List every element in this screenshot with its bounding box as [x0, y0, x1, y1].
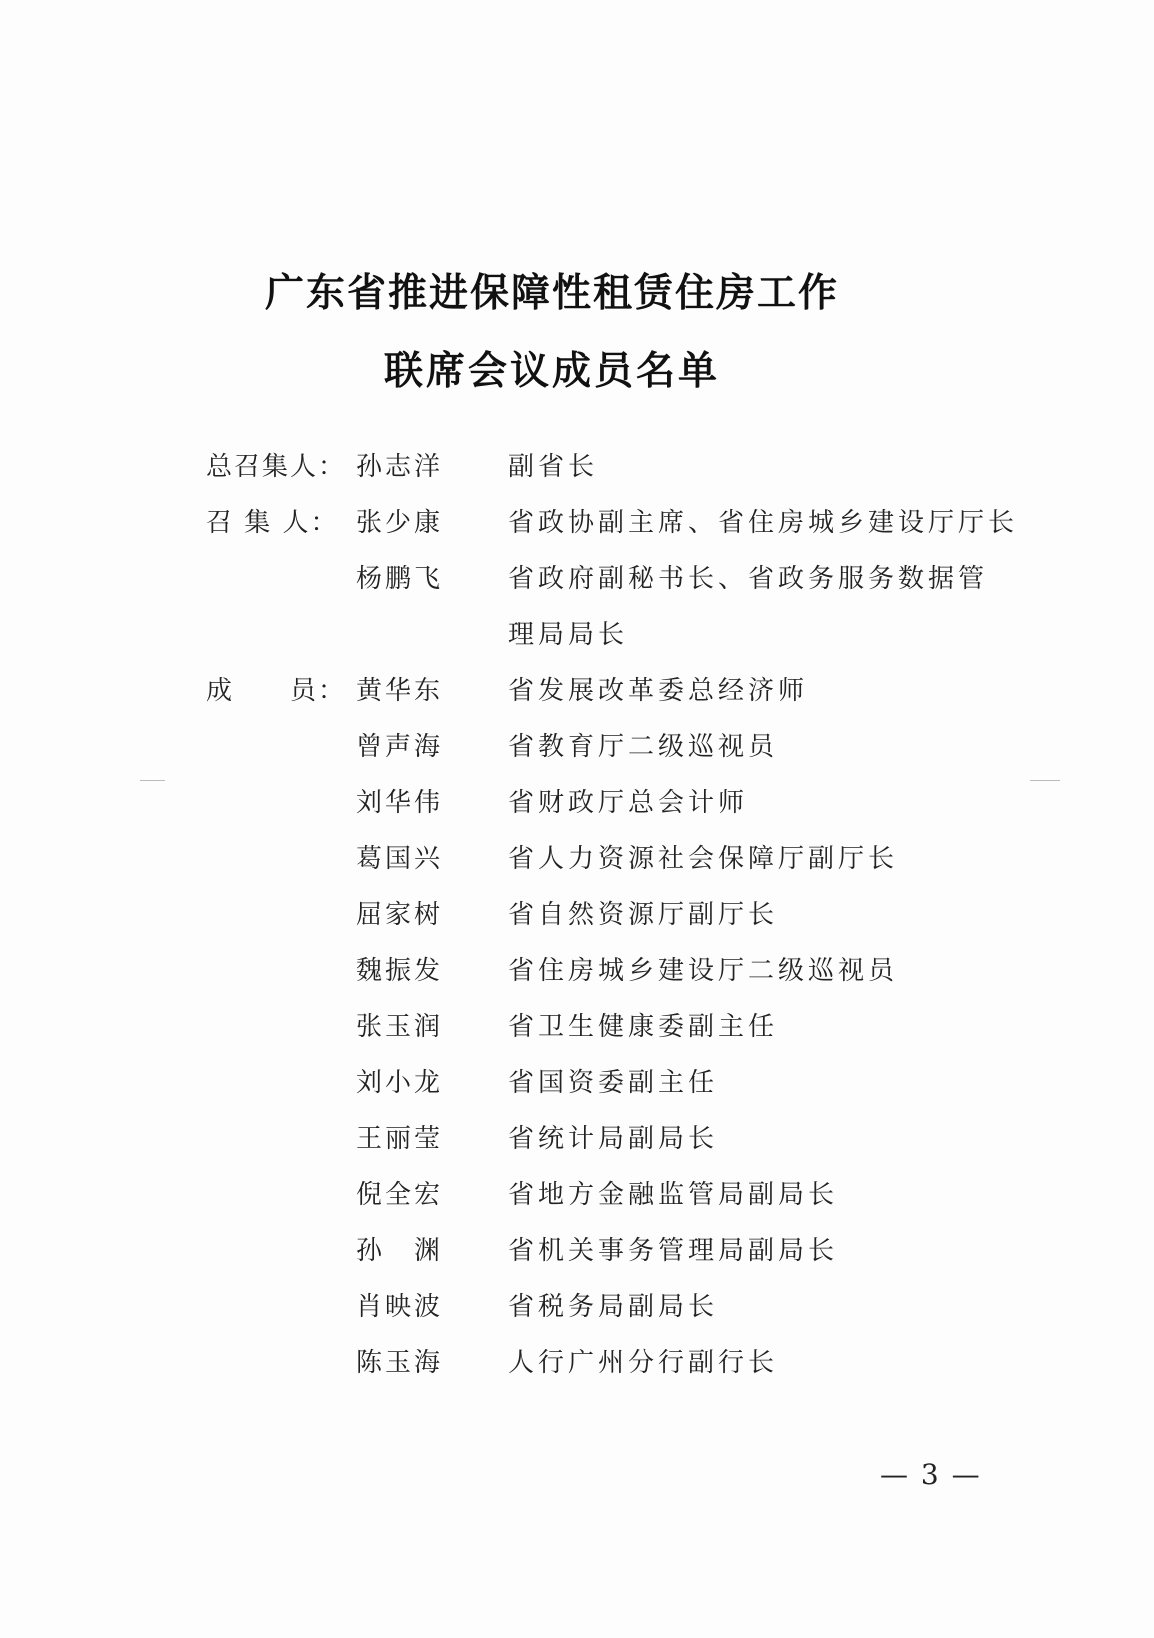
member-position: 省自然资源厅副厅长 — [508, 900, 779, 930]
member-position: 省地方金融监管局副局长 — [508, 1180, 839, 1210]
member-name: 葛国兴 — [356, 844, 444, 874]
member-position: 省税务局副局长 — [508, 1292, 719, 1322]
member-name: 肖映波 — [356, 1292, 444, 1322]
member-name: 刘华伟 — [356, 788, 444, 818]
member-name: 杨鹏飞 — [356, 564, 444, 594]
member-name: 曾声海 — [356, 732, 444, 762]
document-title-line-2: 联席会议成员名单 — [383, 349, 720, 394]
member-position: 省发展改革委总经济师 — [508, 676, 809, 706]
member-position: 省财政厅总会计师 — [508, 788, 749, 818]
member-position: 省人力资源社会保障厅副厅长 — [508, 844, 899, 874]
member-name: 魏振发 — [356, 956, 444, 986]
member-name: 刘小龙 — [356, 1068, 444, 1098]
member-name: 倪全宏 — [356, 1180, 444, 1210]
member-position: 省卫生健康委副主任 — [508, 1012, 779, 1042]
member-position: 省国资委副主任 — [508, 1068, 719, 1098]
member-name: 屈家树 — [356, 900, 444, 930]
member-position: 省政府副秘书长、省政务服务数据管 — [508, 564, 989, 594]
member-position: 省机关事务管理局副局长 — [508, 1236, 839, 1266]
member-name: 孙 渊 — [356, 1236, 444, 1266]
member-position: 省统计局副局长 — [508, 1124, 719, 1154]
member-name: 张少康 — [356, 508, 444, 538]
member-role: 总召集人： — [206, 452, 347, 482]
member-position: 理局局长 — [508, 620, 629, 650]
scan-artifact — [140, 780, 165, 781]
member-position: 省住房城乡建设厅二级巡视员 — [508, 956, 899, 986]
member-name: 黄华东 — [356, 676, 444, 706]
member-position: 副省长 — [508, 452, 599, 482]
member-name: 张玉润 — [356, 1012, 444, 1042]
member-name: 孙志洋 — [356, 452, 444, 482]
member-role: 召 集 人： — [206, 508, 339, 538]
member-role: 成 员： — [206, 676, 347, 706]
member-position: 省政协副主席、省住房城乡建设厅厅长 — [508, 508, 1019, 538]
member-name: 陈玉海 — [356, 1348, 444, 1378]
page-number: — 3 — — [880, 1458, 982, 1491]
document-title-line-1: 广东省推进保障性租赁住房工作 — [264, 271, 839, 316]
member-position: 省教育厅二级巡视员 — [508, 732, 779, 762]
scan-artifact — [1030, 780, 1060, 781]
member-name: 王丽莹 — [356, 1124, 444, 1154]
member-position: 人行广州分行副行长 — [508, 1348, 779, 1378]
